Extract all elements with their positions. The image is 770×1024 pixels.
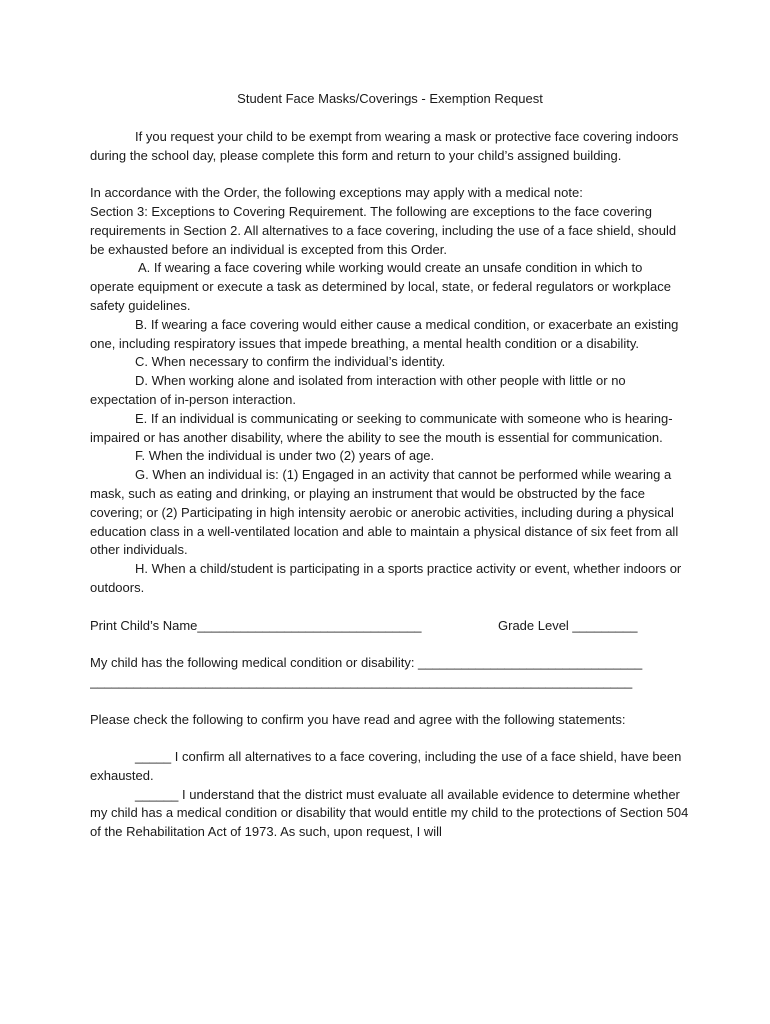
exception-d: D. When working alone and isolated from interaction with other people with little or no expectation of in-person interaction. — [90, 373, 626, 407]
exception-a: A. If wearing a face covering while working would create an unsafe condition in which to operate equipment or execute a task as determined by local, state, or federal regulators or workplace safety guidelines. — [90, 260, 671, 313]
accordance-paragraph: In accordance with the Order, the following exceptions may apply with a medical note: — [90, 185, 583, 201]
exception-f: F. When the individual is under two (2) years of age. — [135, 448, 435, 464]
document-body — [90, 90, 690, 842]
medical-condition-line[interactable]: ___________________________________________________________________________ — [90, 673, 633, 689]
document-title: Student Face Masks/Coverings - Exemption Request — [237, 91, 543, 106]
spacer — [90, 598, 690, 617]
statement-alternatives-exhausted[interactable]: _____ I confirm all alternatives to a face covering, including the use of a face shield, have been exhausted. — [90, 749, 682, 783]
name-grade-row — [90, 617, 690, 636]
exception-c: C. When necessary to confirm the individual’s identity. — [135, 354, 446, 370]
exception-b: B. If wearing a face covering would either cause a medical condition, or exacerbate an existing one, including respiratory issues that impede breathing, a mental health condition or a disability. — [90, 316, 679, 351]
medical-condition-field[interactable]: My child has the following medical condition or disability: _______________________________ — [90, 655, 643, 671]
exception-h: H. When a child/student is participating in a sports practice activity or event, whether indoors or outdoors. — [90, 561, 682, 595]
spacer — [90, 692, 690, 711]
statement-district-evaluation[interactable]: ______ I understand that the district must evaluate all available evidence to determine whether my child has a medical condition or disability that would entitle my child to the protections of Section 504 of the Rehabilitation Act of 1973. As such, upon request, I will — [90, 786, 689, 840]
spacer — [90, 635, 690, 654]
grade-level-field[interactable]: Grade Level _________ — [498, 617, 638, 633]
intro-paragraph: If you request your child to be exempt from wearing a mask or protective face covering indoors during the school day, please complete this form and return to your child’s assigned building. — [90, 128, 679, 163]
exception-g: G. When an individual is: (1) Engaged in an activity that cannot be performed while wearing a mask, such as eating and drinking, or playing an instrument that would be obstructed by the face covering; or (2) Participating in high intensity aerobic or anerobic activities, including during a physical education class in a well-ventilated location and able to maintain a physical distance of six feet from all other individuals. — [90, 467, 679, 558]
spacer — [90, 165, 690, 184]
exception-e: E. If an individual is communicating or seeking to communicate with someone who is hearing-impaired or has another disability, where the ability to see the mouth is essential for communication. — [90, 410, 673, 445]
child-name-field[interactable]: Print Child’s Name_______________________________ — [90, 617, 422, 633]
spacer — [90, 729, 690, 748]
check-intro: Please check the following to confirm you have read and agree with the following statements: — [90, 711, 626, 727]
section3-paragraph: Section 3: Exceptions to Covering Requirement. The following are exceptions to the face covering requirements in Section 2. All alternatives to a face covering, including the use of a face shield, should be exhausted before an individual is excepted from this Order. — [90, 203, 677, 257]
